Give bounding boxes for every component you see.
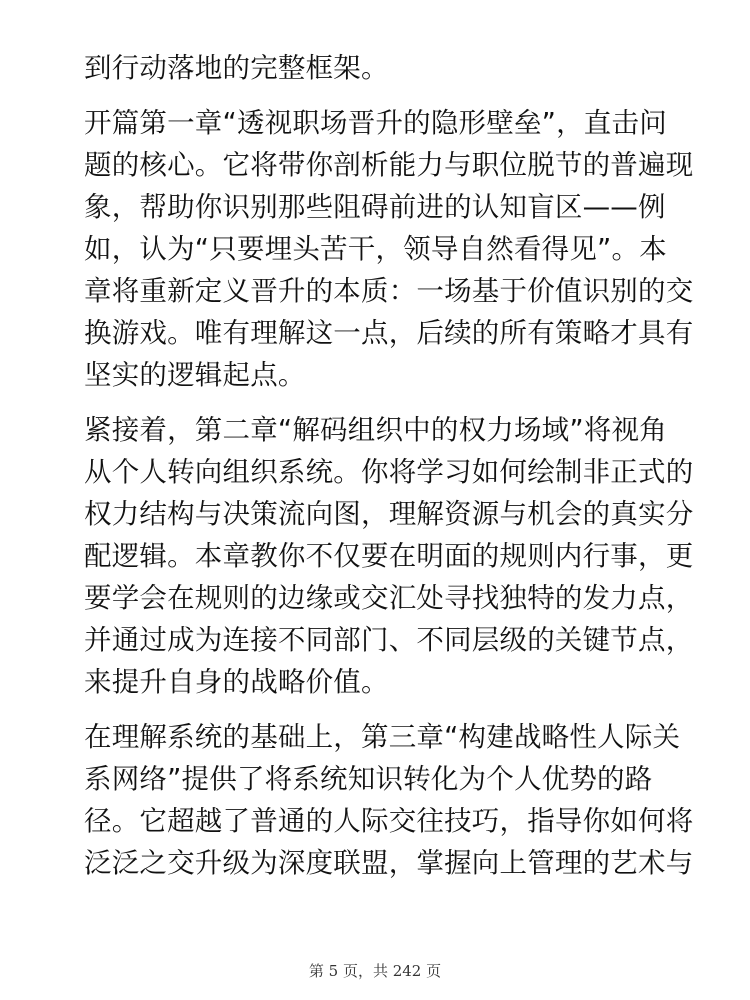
text-line: 来提升自身的战略价值。	[84, 666, 389, 698]
body-text	[84, 47, 694, 897]
text-line: 在理解系统的基础上，第三章“构建战略性人际关	[84, 721, 681, 753]
text-line: 系网络”提供了将系统知识转化为个人优势的路	[84, 763, 653, 795]
paragraph	[84, 409, 694, 703]
text-line: 如，认为“只要埋头苦干，领导自然看得见”。本	[84, 233, 667, 265]
text-line: 换游戏。唯有理解这一点，后续的所有策略才具有	[84, 317, 694, 349]
text-line: 径。它超越了普通的人际交往技巧，指导你如何将	[84, 805, 694, 837]
text-line: 坚实的逻辑起点。	[84, 359, 306, 391]
text-line: 章将重新定义晋升的本质：一场基于价值识别的交	[84, 275, 694, 307]
text-line: 权力结构与决策流向图，理解资源与机会的真实分	[84, 498, 694, 530]
text-line: 配逻辑。本章教你不仅要在明面的规则内行事，更	[84, 540, 694, 572]
page-number: 第 5 页，共 242 页	[308, 962, 442, 980]
text-line: 题的核心。它将带你剖析能力与职位脱节的普遍现	[84, 149, 694, 181]
text-line: 泛泛之交升级为深度联盟，掌握向上管理的艺术与	[84, 847, 694, 879]
text-line: 要学会在规则的边缘或交汇处寻找独特的发力点，	[84, 582, 694, 614]
paragraph	[84, 716, 694, 884]
paragraph	[84, 102, 694, 396]
text-line: 紧接着，第二章“解码组织中的权力场域”将视角	[84, 414, 667, 446]
text-line: 从个人转向组织系统。你将学习如何绘制非正式的	[84, 456, 694, 488]
text-line: 到行动落地的完整框架。	[84, 52, 389, 84]
text-line: 开篇第一章“透视职场晋升的隐形壁垒”，直击问	[84, 107, 667, 139]
paragraph	[84, 47, 684, 89]
text-line: 象，帮助你识别那些阻碍前进的认知盲区——例	[84, 191, 666, 223]
text-line: 并通过成为连接不同部门、不同层级的关键节点，	[84, 624, 694, 656]
